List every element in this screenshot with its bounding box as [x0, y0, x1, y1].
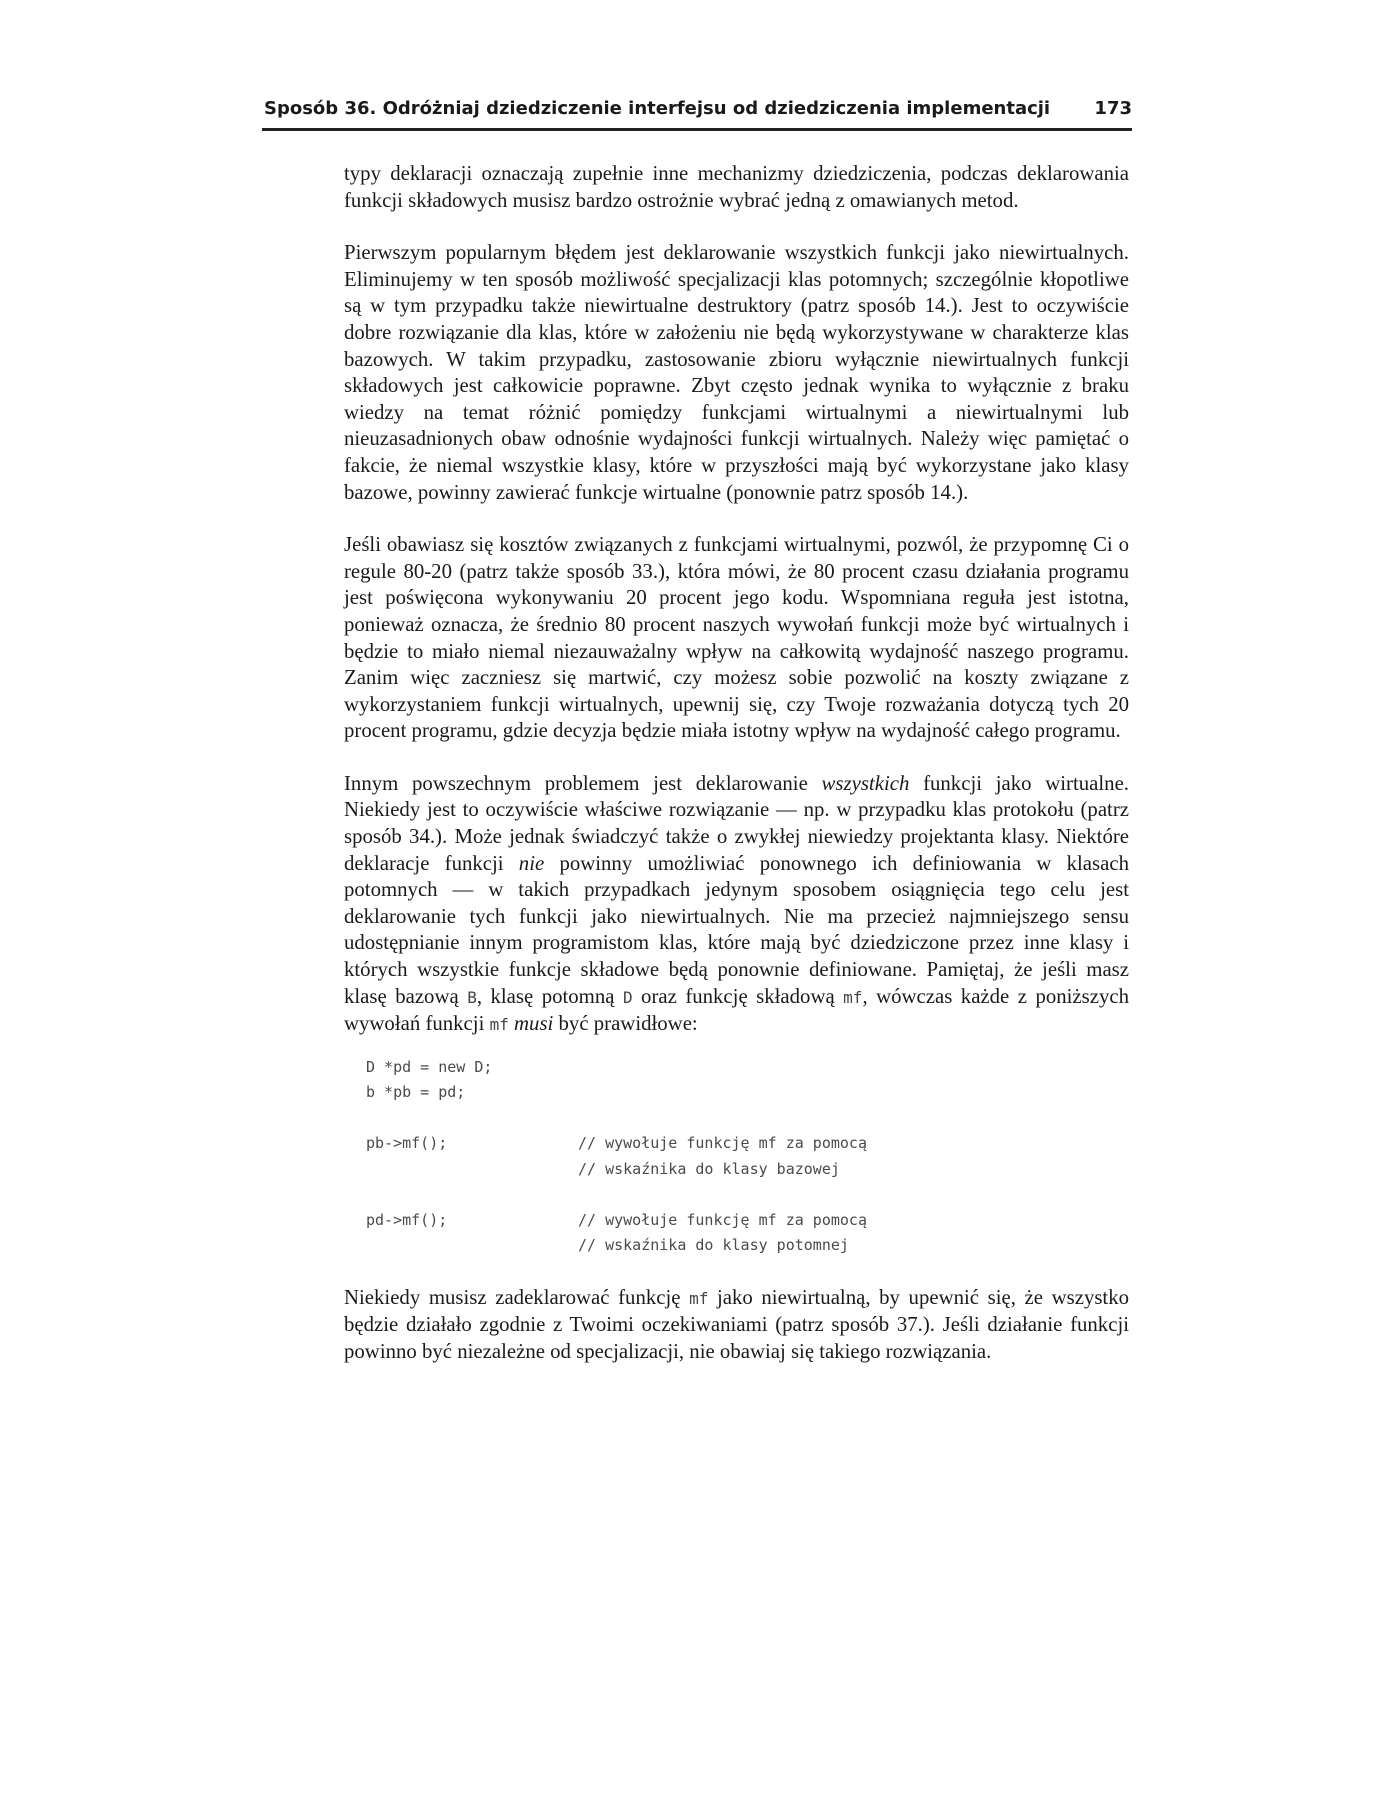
code-statement: pd->mf();: [366, 1210, 448, 1229]
text-run: Niekiedy musisz zadeklarować funkcję: [344, 1285, 690, 1309]
code-comment: // wywołuje funkcję mf za pomocą: [578, 1134, 867, 1153]
code-line: [366, 1080, 1129, 1106]
text-run: być prawidłowe:: [553, 1012, 698, 1036]
code-line: [366, 1055, 1129, 1081]
emphasis: wszystkich: [821, 771, 910, 795]
text-run: funkcji jako wirtualne. Niekiedy jest to oczywiście właściwe rozwiązanie — np. w przypadku klas protokołu (patrz sposób 34.). Może jednak świadczyć także o zwykłej niewiedzy projektanta klasy. Niektóre deklaracje funkcji: [344, 771, 1129, 875]
text-run: oraz funkcję składową: [632, 984, 844, 1008]
text-run: , klasę potomną: [476, 984, 623, 1008]
code-statement: D *pd = new D;: [366, 1057, 493, 1076]
inline-code: D: [622, 987, 633, 1007]
code-comment: // wskaźnika do klasy potomnej: [578, 1236, 849, 1255]
code-comment: // wskaźnika do klasy bazowej: [578, 1159, 840, 1178]
code-statement: pb->mf();: [366, 1134, 448, 1153]
paragraph-5: [344, 1285, 1129, 1366]
inline-code: mf: [843, 987, 863, 1007]
code-statement: b *pb = pd;: [366, 1083, 466, 1102]
code-line: [366, 1208, 1129, 1234]
body-text: [344, 161, 1129, 1392]
code-listing: [366, 1055, 1129, 1259]
text-run: jako niewirtualną, by upewnić się, że wszystko będzie działało zgodnie z Twoimi oczekiwaniami (patrz sposób 37.). Jeśli działanie funkcji powinno być niezależne od specjalizacji, nie obawiaj się takiego rozwiązania.: [344, 1285, 1130, 1363]
code-line: [366, 1157, 1129, 1183]
page-number: 173: [1094, 98, 1132, 119]
emphasis: musi: [514, 1012, 554, 1036]
text-run: powinny umożliwiać ponownego ich definiowania w klasach potomnych — w takich przypadkach jedynym sposobem osiągnięcia tego celu jest deklarowanie tych funkcji jako niewirtualnych. Nie ma przecież najmniejszego sensu udostępnianie innym programistom klas, które mają być dziedziczone przez inne klasy i których wszystkie funkcje składowe będą ponownie definiowane. Pamiętaj, że jeśli masz klasę bazową: [344, 851, 1129, 1008]
code-indent: [366, 1233, 578, 1259]
text-run: Innym powszechnym problemem jest deklarowanie: [344, 771, 822, 795]
emphasis: nie: [518, 851, 545, 875]
code-indent: [366, 1157, 578, 1183]
code-blank-line: [366, 1182, 1129, 1208]
paragraph-3: Jeśli obawiasz się kosztów związanych z funkcjami wirtualnymi, pozwól, że przypomnę Ci o regule 80-20 (patrz także sposób 33.), która mówi, że 80 procent czasu działania programu jest poświęcona wykonywaniu 20 procent jego kodu. Wspomniana reguła jest istotna, ponieważ oznacza, że średnio 80 procent naszych wywołań funkcji może być wirtualnych i będzie to miało niemal niezauważalny wpływ na całkowitą wydajność naszego programu. Zanim więc zaczniesz się martwić, czy możesz sobie pozwolić na koszty związane z wykorzystaniem funkcji wirtualnych, upewnij się, czy Twoje rozważania dotyczą tych 20 procent programu, gdzie decyzja będzie miała istotny wpływ na wydajność całego programu.: [344, 533, 1129, 743]
inline-code: mf: [689, 1288, 709, 1308]
running-header: [262, 96, 1132, 131]
paragraph-2: Pierwszym popularnym błędem jest deklarowanie wszystkich funkcji jako niewirtualnych. Eliminujemy w ten sposób możliwość specjalizacji klas potomnych; szczególnie kłopotliwe są w tym przypadku także niewirtualne destruktory (patrz sposób 14.). Jest to oczywiście dobre rozwiązanie dla klas, które w założeniu nie będą wykorzystywane w charakterze klas bazowych. W takim przypadku, zastosowanie zbioru wyłącznie niewirtualnych funkcji składowych jest całkowicie poprawne. Zbyt często jednak wynika to wyłącznie z braku wiedzy na temat różnić pomiędzy funkcjami wirtualnymi a niewirtualnymi lub nieuzasadnionych obaw odnośnie wydajności funkcji wirtualnych. Należy więc pamiętać o fakcie, że niemal wszystkie klasy, które w przyszłości mają być wykorzystane jako klasy bazowe, powinny zawierać funkcje wirtualne (ponownie patrz sposób 14.).: [344, 241, 1129, 504]
inline-code: B: [467, 987, 477, 1007]
text-run: , wówczas każde z poniższych wywołań funkcji: [344, 984, 1130, 1036]
code-blank-line: [366, 1106, 1129, 1132]
inline-code: mf: [489, 1015, 509, 1035]
code-line: [366, 1233, 1129, 1259]
code-comment: // wywołuje funkcję mf za pomocą: [578, 1210, 867, 1229]
chapter-title: Sposób 36. Odróżniaj dziedziczenie interfejsu od dziedziczenia implementacji: [264, 98, 1051, 119]
code-line: [366, 1131, 1129, 1157]
paragraph-4: [344, 771, 1129, 1039]
paragraph-1: typy deklaracji oznaczają zupełnie inne mechanizmy dziedziczenia, podczas deklarowania funkcji składowych musisz bardzo ostrożnie wybrać jedną z omawianych metod.: [344, 162, 1129, 212]
